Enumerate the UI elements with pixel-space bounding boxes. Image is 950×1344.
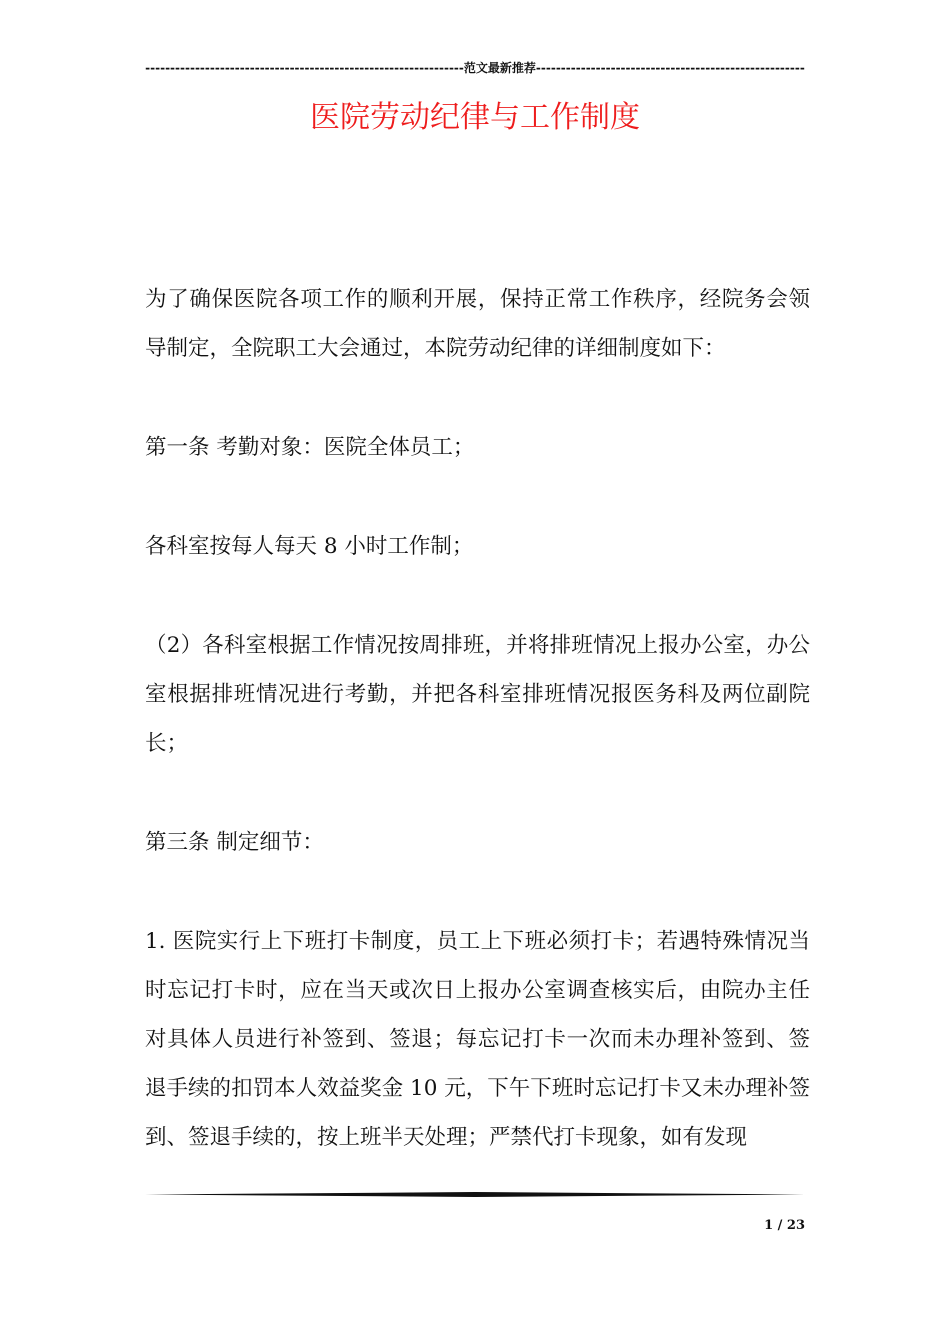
header-banner: ----------------------------------------------------------------范文最新推荐------------------------------------------------------ [145, 61, 805, 75]
paragraph-article-1: 第一条 考勤对象：医院全体员工； [145, 435, 475, 460]
page-number: 1 / 23 [764, 1218, 805, 1233]
paragraph-scheduling: （2）各科室根据工作情况按周排班，并将排班情况上报办公室，办公室根据排班情况进行考勤，并把各科室排班情况报医务科及两位副院长； [145, 633, 810, 756]
paragraph-article-3: 第三条 制定细节： [145, 830, 324, 855]
document-body [145, 275, 810, 1162]
paragraph-clock-in-rules: 1. 医院实行上下班打卡制度，员工上下班必须打卡；若遇特殊情况当时忘记打卡时，应在当天或次日上报办公室调查核实后，由院办主任对具体人员进行补签到、签退；每忘记打卡一次而未办理补签到、签退手续的扣罚本人效益奖金 10 元，下午下班时忘记打卡又未办理补签到、签退手续的，按上班半天处理；严禁代打卡现象，如有发现 [145, 929, 810, 1150]
paragraph-intro: 为了确保医院各项工作的顺利开展，保持正常工作秩序，经院务会领导制定，全院职工大会通过，本院劳动纪律的详细制度如下： [145, 287, 810, 361]
paragraph-work-hours: 各科室按每人每天 8 小时工作制； [145, 534, 474, 559]
document-title: 医院劳动纪律与工作制度 [310, 100, 640, 135]
footer-divider [145, 1192, 805, 1197]
